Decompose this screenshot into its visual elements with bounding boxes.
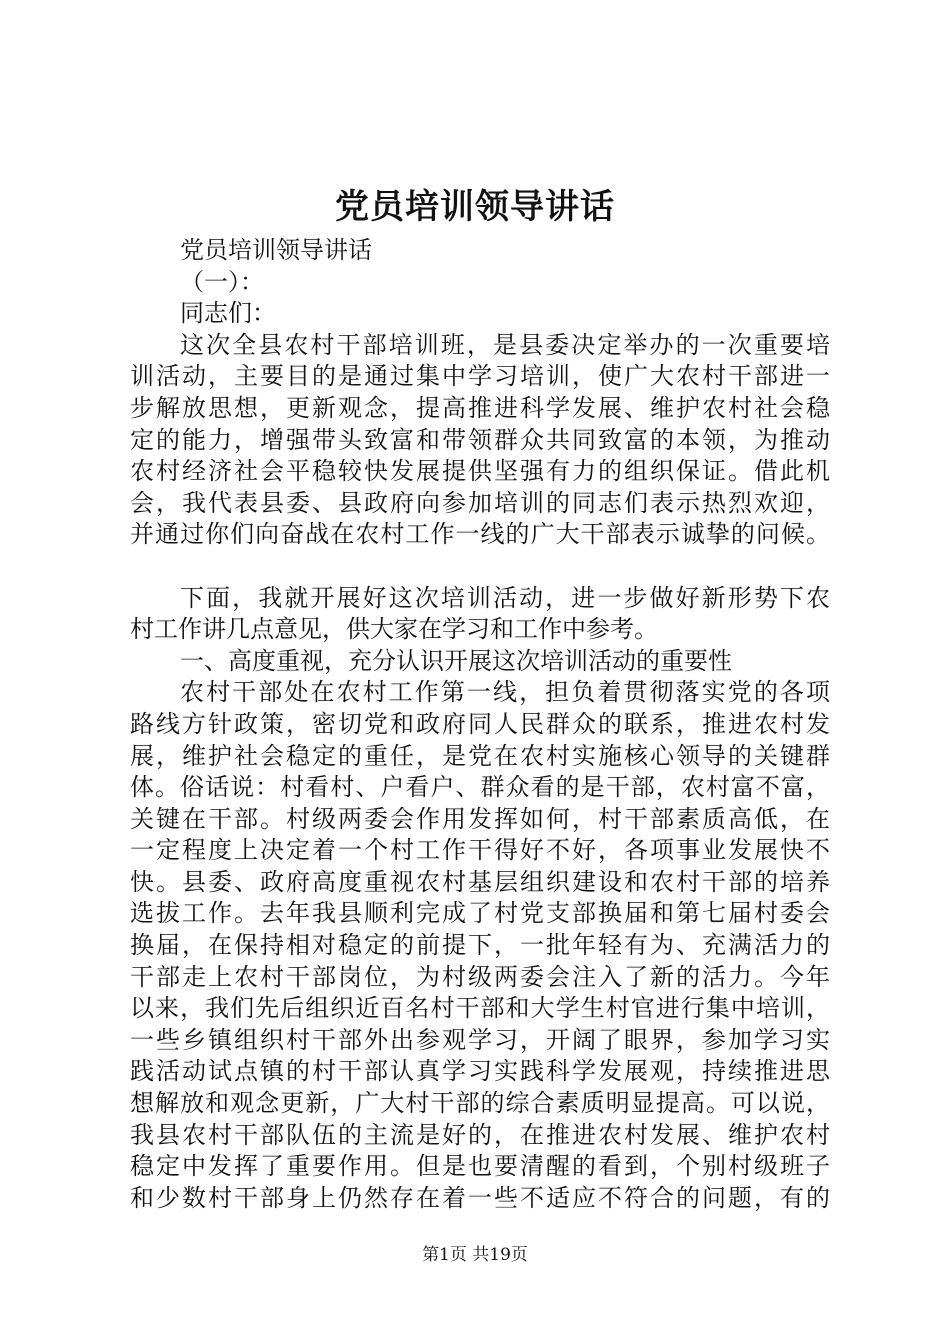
document-body (130, 235, 830, 1214)
paragraph-line: 展，维护社会稳定的重任，是党在农村实施核心领导的关键群 (130, 741, 830, 770)
paragraph-line: 想解放和观念更新，广大村干部的综合素质明显提高。可以说， (130, 1089, 830, 1118)
paragraph-line: 选拔工作。去年我县顺利完成了村党支部换届和第七届村委会 (130, 899, 830, 928)
paragraph-line: 农村干部处在农村工作第一线，担负着贯彻落实党的各项 (180, 678, 830, 707)
page-footer: 第1页 共19页 (422, 1245, 528, 1265)
paragraph-line: 体。俗话说：村看村、户看户、群众看的是干部，农村富不富， (130, 773, 830, 802)
paragraph-line: 农村经济社会平稳较快发展提供坚强有力的组织保证。借此机 (130, 457, 830, 486)
subtitle: 党员培训领导讲话 (180, 236, 372, 264)
paragraph-line: 稳定中发挥了重要作用。但是也要清醒的看到，个别村级班子 (130, 1152, 830, 1181)
paragraph-line: 路线方针政策，密切党和政府同人民群众的联系，推进农村发 (130, 709, 830, 738)
paragraph-line: 和少数村干部身上仍然存在着一些不适应不符合的问题，有的 (130, 1183, 830, 1212)
paragraph-2 (130, 583, 830, 646)
salutation: 同志们： (180, 299, 276, 328)
paragraph-line: 关键在干部。村级两委会作用发挥如何，村干部素质高低，在 (130, 804, 830, 833)
paragraph-gap (130, 551, 830, 583)
paragraph-line: 干部走上农村干部岗位，为村级两委会注入了新的活力。今年 (130, 962, 830, 991)
paragraph-line: 步解放思想，更新观念，提高推进科学发展、维护农村社会稳 (130, 393, 830, 422)
section-heading: 一、高度重视，充分认识开展这次培训活动的重要性 (180, 646, 732, 675)
paragraph-line: 我县农村干部队伍的主流是好的，在推进农村发展、维护农村 (130, 1120, 830, 1149)
paragraph-line: 快。县委、政府高度重视农村基层组织建设和农村干部的培养 (130, 867, 830, 896)
paragraph-line: 并通过你们向奋战在农村工作一线的广大干部表示诚挚的问候。 (130, 520, 830, 549)
paragraph-3 (130, 677, 830, 1214)
paragraph-line: 会，我代表县委、县政府向参加培训的同志们表示热烈欢迎， (130, 488, 830, 517)
paragraph-line: 以来，我们先后组织近百名村干部和大学生村官进行集中培训， (130, 994, 830, 1023)
paragraph-line: 换届，在保持相对稳定的前提下，一批年轻有为、充满活力的 (130, 931, 830, 960)
paragraph-line: 定的能力，增强带头致富和带领群众共同致富的本领，为推动 (130, 425, 830, 454)
paragraph-line: 村工作讲几点意见，供大家在学习和工作中参考。 (130, 615, 658, 644)
paragraph-line: 践活动试点镇的村干部认真学习实践科学发展观，持续推进思 (130, 1057, 830, 1086)
paragraph-line: 训活动，主要目的是通过集中学习培训，使广大农村干部进一 (130, 362, 830, 391)
paragraph-line: 这次全县农村干部培训班，是县委决定举办的一次重要培 (180, 330, 830, 359)
paragraph-line: 一些乡镇组织村干部外出参观学习，开阔了眼界，参加学习实 (130, 1025, 830, 1054)
paragraph-line: 一定程度上决定着一个村工作干得好不好，各项事业发展快不 (130, 836, 830, 865)
section-marker: （一）： (180, 267, 264, 296)
document-title: 党员培训领导讲话 (335, 187, 615, 227)
paragraph-line: 下面，我就开展好这次培训活动，进一步做好新形势下农 (180, 583, 830, 612)
paragraph-1 (130, 330, 830, 551)
